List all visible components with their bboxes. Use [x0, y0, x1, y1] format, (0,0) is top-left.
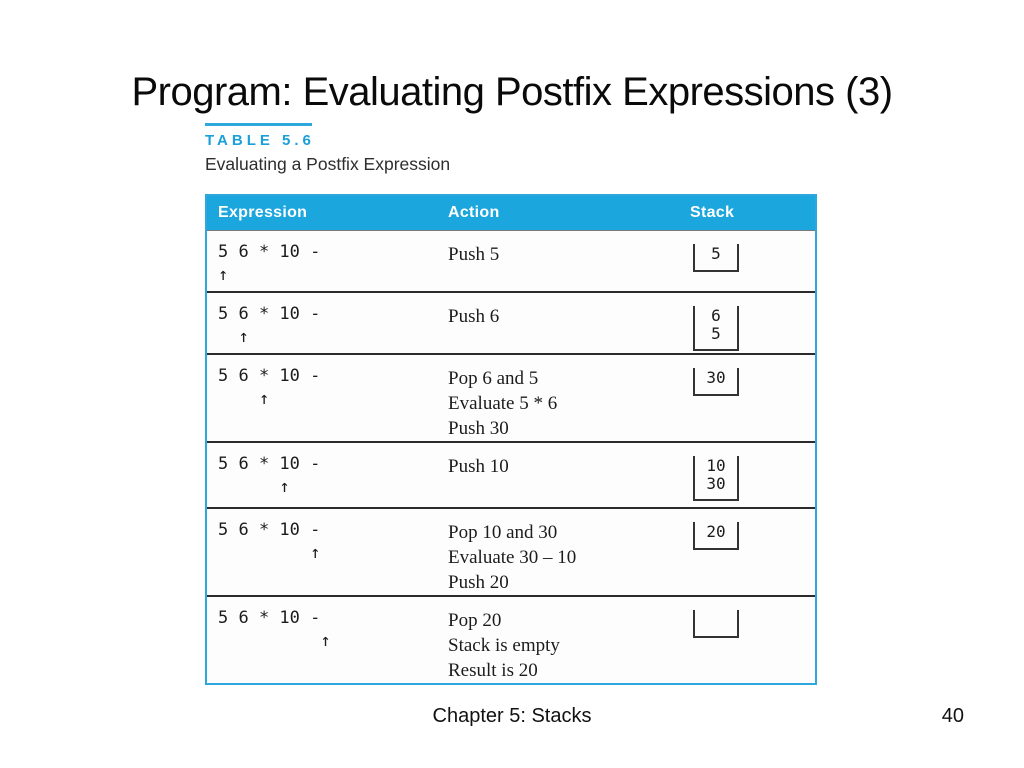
- stack-box: [693, 610, 739, 638]
- figure-accent-rule: [205, 123, 312, 126]
- arrow-up-icon: ↑: [218, 389, 270, 409]
- expression-cell: [207, 443, 448, 507]
- stack-item: 6: [711, 306, 721, 325]
- column-header-expression: Expression: [218, 204, 308, 221]
- stack-cell: [690, 597, 815, 683]
- footer-chapter: Chapter 5: Stacks: [432, 705, 592, 727]
- table-header-row: [207, 196, 815, 231]
- expression-with-arrow: [218, 519, 448, 565]
- column-header-action: Action: [448, 204, 500, 221]
- action-line: Push 20: [448, 572, 509, 593]
- stack-box: [693, 522, 739, 550]
- table-row: [207, 353, 815, 441]
- stack-cell: [690, 293, 815, 353]
- action-line: Evaluate 30 – 10: [448, 547, 577, 568]
- table-figure: [205, 123, 817, 685]
- action-line: Evaluate 5 * 6: [448, 393, 558, 414]
- action-line: Push 5: [448, 244, 500, 265]
- action-line: Push 30: [448, 418, 509, 439]
- expression-text: 5 6 * 10 -: [218, 304, 321, 324]
- action-cell: [448, 509, 690, 595]
- arrow-up-icon: ↑: [218, 265, 229, 285]
- action-line: Push 6: [448, 306, 500, 327]
- stack-item: 20: [706, 522, 726, 541]
- expression-with-arrow: [218, 241, 448, 287]
- stack-box: [693, 244, 739, 272]
- table-row: [207, 507, 815, 595]
- stack-item: 5: [711, 324, 721, 343]
- expression-cell: [207, 293, 448, 353]
- table-row: [207, 441, 815, 507]
- arrow-up-icon: ↑: [218, 543, 321, 563]
- column-header-stack: Stack: [690, 204, 735, 221]
- table-body: [207, 231, 815, 683]
- arrow-up-icon: ↑: [218, 327, 249, 347]
- action-cell: [448, 231, 690, 291]
- action-line: Result is 20: [448, 660, 538, 681]
- stack-item: 5: [711, 244, 721, 263]
- expression-cell: [207, 231, 448, 291]
- expression-text: 5 6 * 10 -: [218, 520, 321, 540]
- stack-box: [693, 306, 739, 351]
- action-line: Push 10: [448, 456, 509, 477]
- footer-page-number: 40: [941, 705, 964, 727]
- action-cell: [448, 355, 690, 441]
- stack-cell: [690, 443, 815, 507]
- expression-text: 5 6 * 10 -: [218, 242, 321, 262]
- table-row: [207, 231, 815, 291]
- stack-item: 10: [706, 456, 726, 475]
- stack-cell: [690, 509, 815, 595]
- stack-box: [693, 456, 739, 501]
- figure-caption: Evaluating a Postfix Expression: [205, 154, 451, 174]
- action-cell: [448, 597, 690, 683]
- action-line: Pop 10 and 30: [448, 522, 558, 543]
- stack-item: 30: [706, 474, 726, 493]
- action-cell: [448, 443, 690, 507]
- action-line: Stack is empty: [448, 635, 560, 656]
- action-line: Pop 6 and 5: [448, 368, 539, 389]
- expression-text: 5 6 * 10 -: [218, 366, 321, 386]
- stack-box: [693, 368, 739, 396]
- expression-with-arrow: [218, 607, 448, 653]
- action-cell: [448, 293, 690, 353]
- expression-text: 5 6 * 10 -: [218, 454, 321, 474]
- postfix-table: [205, 194, 817, 685]
- expression-with-arrow: [218, 303, 448, 349]
- table-row: [207, 595, 815, 683]
- expression-cell: [207, 597, 448, 683]
- expression-text: 5 6 * 10 -: [218, 608, 321, 628]
- arrow-up-icon: ↑: [218, 477, 290, 497]
- expression-cell: [207, 509, 448, 595]
- expression-with-arrow: [218, 453, 448, 499]
- figure-label: TABLE 5.6: [205, 132, 315, 149]
- action-line: Pop 20: [448, 610, 502, 631]
- stack-cell: [690, 355, 815, 441]
- stack-item: 30: [706, 368, 726, 387]
- expression-cell: [207, 355, 448, 441]
- table-row: [207, 291, 815, 353]
- arrow-up-icon: ↑: [218, 631, 331, 651]
- expression-with-arrow: [218, 365, 448, 411]
- stack-cell: [690, 231, 815, 291]
- slide-title: Program: Evaluating Postfix Expressions (3): [131, 70, 893, 114]
